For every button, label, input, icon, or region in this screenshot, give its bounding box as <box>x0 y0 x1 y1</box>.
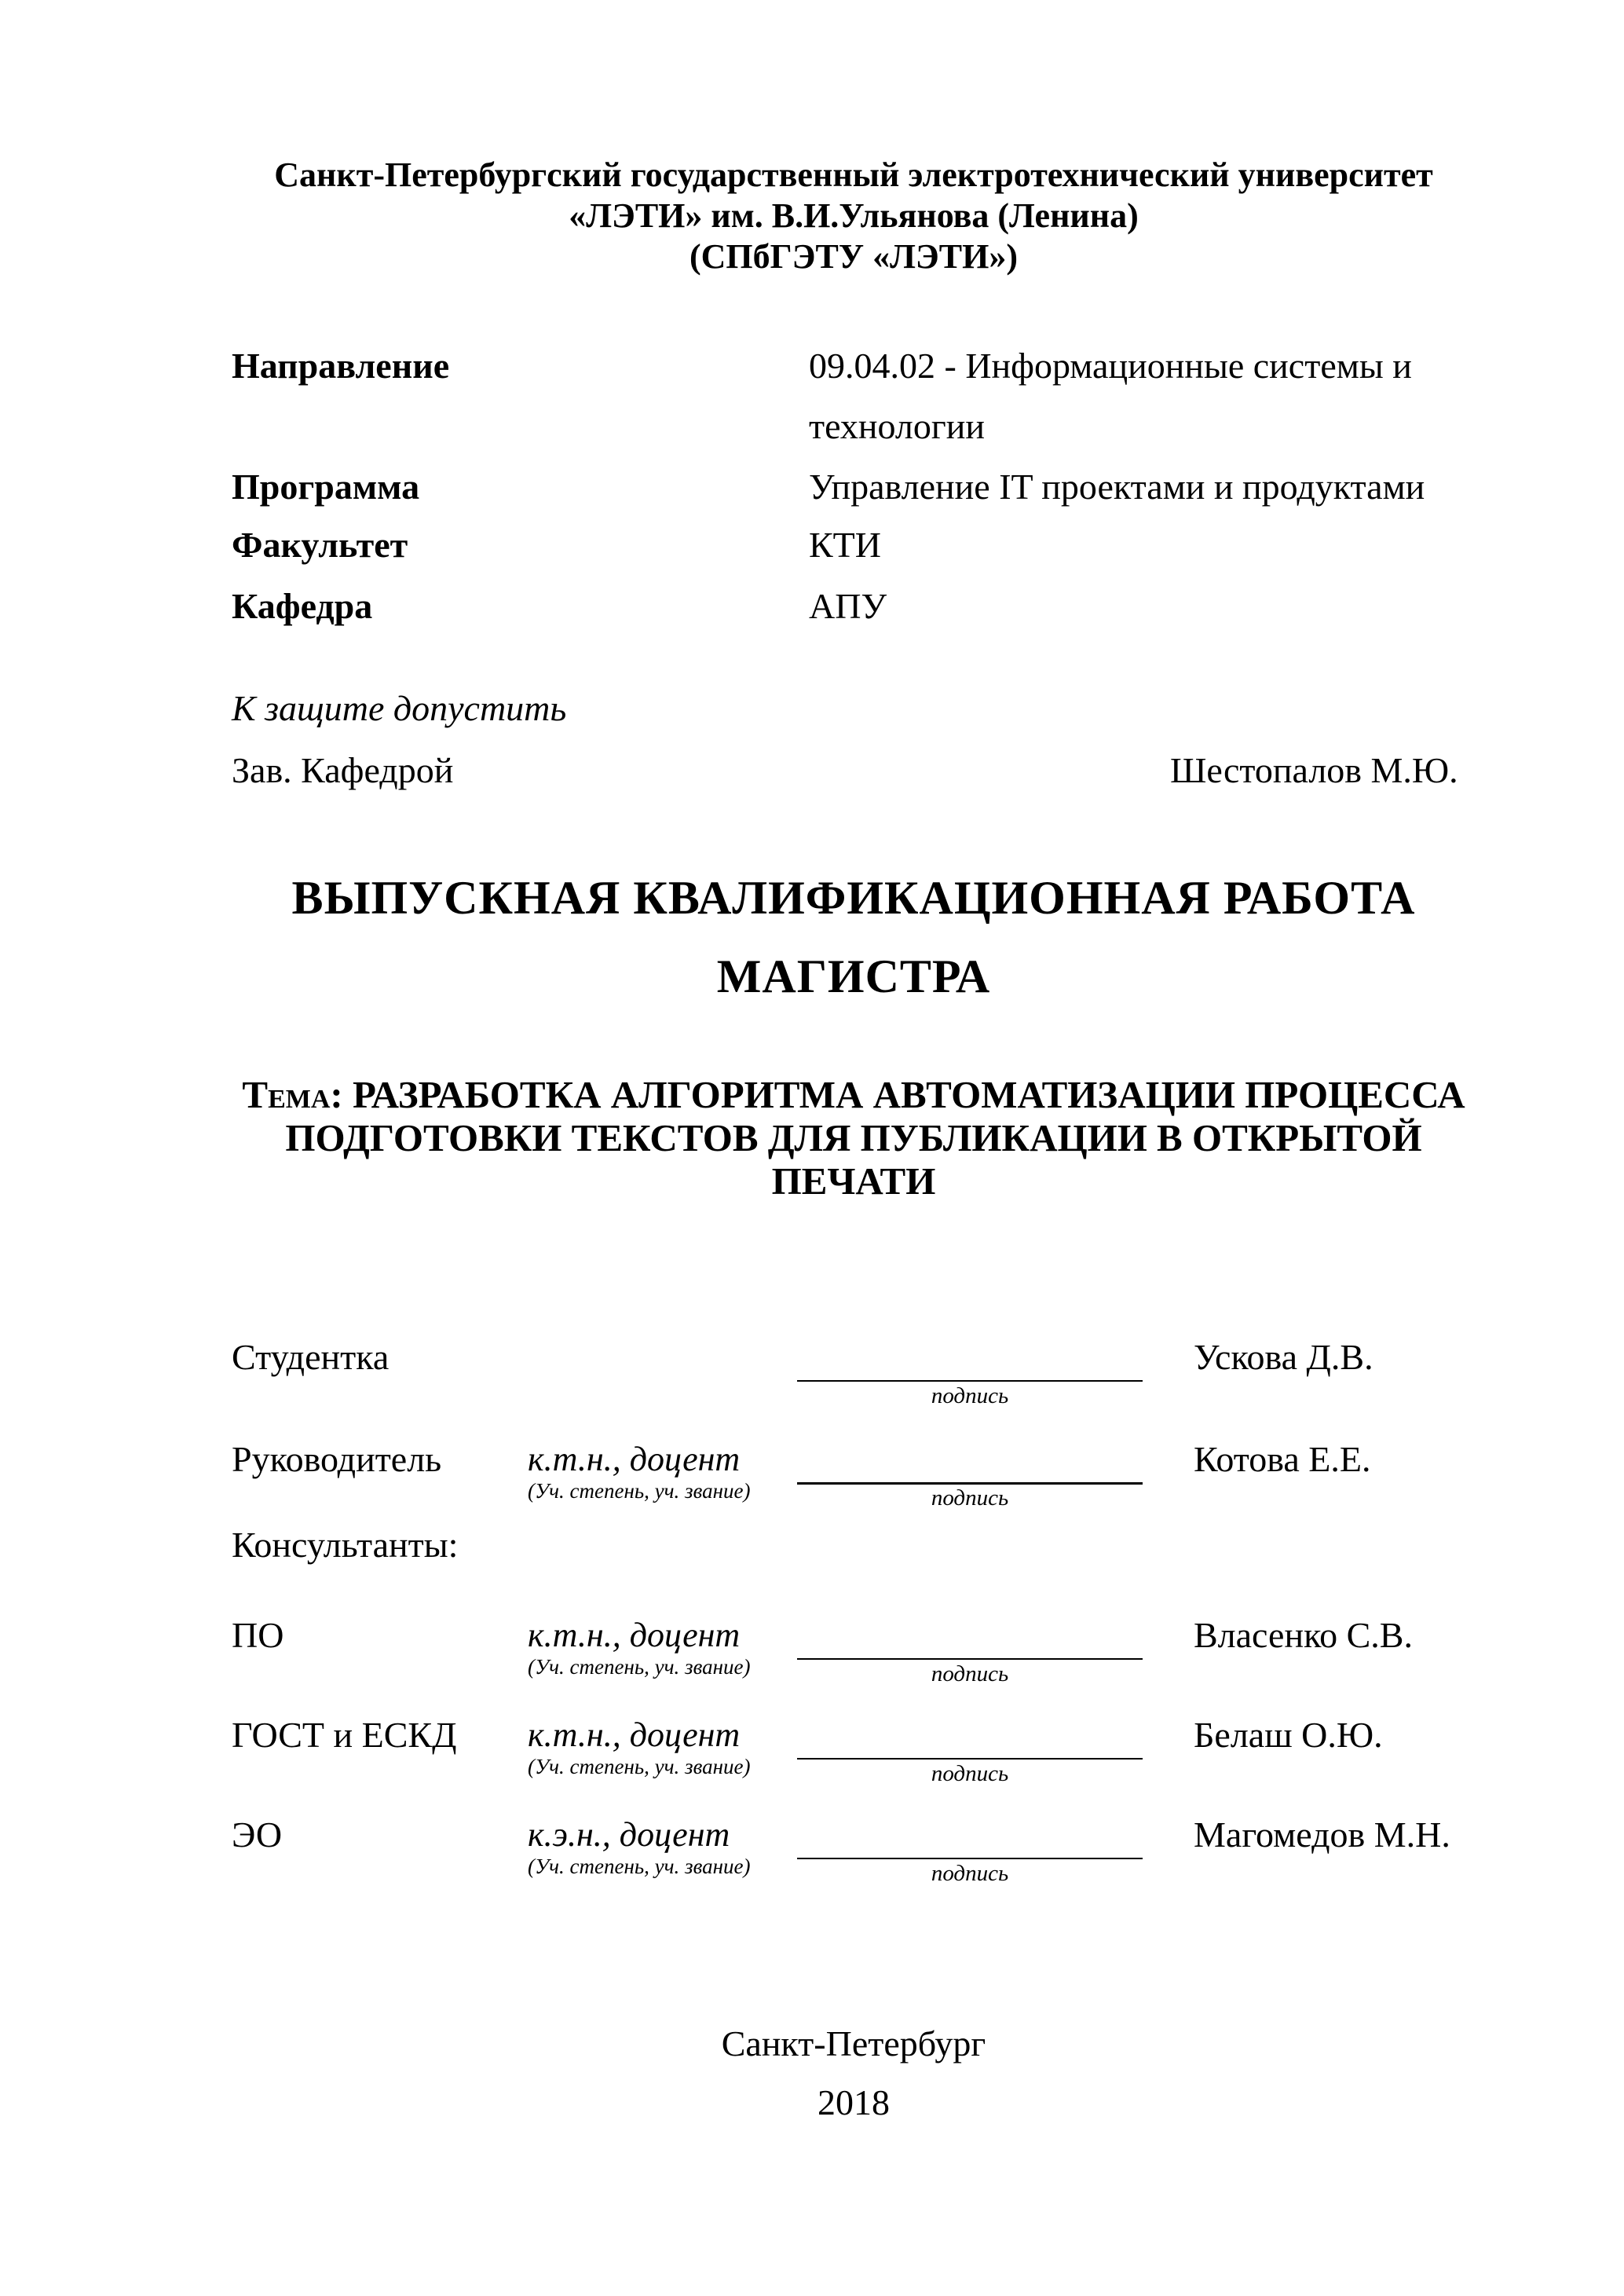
degree-caption: (Уч. степень, уч. звание) <box>528 1855 751 1878</box>
role-label: ГОСТ и ЕСКД <box>232 1715 457 1755</box>
signee-name: Магомедов М.Н. <box>1194 1814 1450 1855</box>
footer-year: 2018 <box>817 2082 890 2122</box>
topic-title <box>231 1073 1476 1203</box>
signature-caption: подпись <box>931 1485 1009 1511</box>
topic-label: Тема: <box>242 1073 343 1116</box>
admission-note: К защите допустить <box>232 688 567 728</box>
work-title-line: МАГИСТРА <box>716 950 991 1002</box>
role-label: ЭО <box>232 1814 283 1855</box>
signature-caption: подпись <box>931 1661 1009 1686</box>
signee-name: Ускова Д.В. <box>1194 1337 1373 1377</box>
signature-caption: подпись <box>931 1861 1009 1886</box>
field-value: КТИ <box>809 525 881 565</box>
degree-caption: (Уч. степень, уч. звание) <box>528 1755 751 1778</box>
university-name-line: Санкт-Петербургский государственный электротехнический университет <box>274 156 1433 194</box>
signature-line <box>797 1616 1143 1660</box>
field-label: Программа <box>232 467 420 507</box>
work-title <box>231 859 1476 1016</box>
university-name-line: «ЛЭТИ» им. В.И.Ульянова (Ленина) <box>569 196 1139 235</box>
signature-line <box>797 1338 1143 1382</box>
signature-caption: подпись <box>931 1761 1009 1786</box>
footer-city: Санкт-Петербург <box>721 2023 986 2063</box>
topic-line: ПЕЧАТИ <box>771 1159 936 1203</box>
field-value: Управление IT проектами и продуктами <box>809 467 1425 507</box>
signature-caption: подпись <box>931 1383 1009 1408</box>
degree-label: к.т.н., доцент <box>528 1716 741 1754</box>
degree-caption: (Уч. степень, уч. звание) <box>528 1655 751 1679</box>
signee-name: Белаш О.Ю. <box>1194 1715 1383 1755</box>
degree-label: к.т.н., доцент <box>528 1616 741 1654</box>
degree-label: к.э.н., доцент <box>528 1815 730 1854</box>
topic-line: ПОДГОТОВКИ ТЕКСТОВ ДЛЯ ПУБЛИКАЦИИ В ОТКРЫТОЙ <box>285 1116 1422 1159</box>
field-value: АПУ <box>809 586 887 626</box>
field-value: 09.04.02 - Информационные системы и технологии <box>809 346 1412 446</box>
role-label: Руководитель <box>232 1439 442 1479</box>
university-abbreviation: (СПбГЭТУ «ЛЭТИ») <box>689 237 1018 276</box>
department-head-role: Зав. Кафедрой <box>232 750 454 790</box>
topic-text: РАЗРАБОТКА АЛГОРИТМА АВТОМАТИЗАЦИИ ПРОЦЕССА <box>352 1073 1465 1116</box>
topic-line <box>231 1073 1476 1116</box>
signature-line <box>797 1716 1143 1760</box>
consultants-label: Консультанты: <box>232 1525 459 1565</box>
department-head-name: Шестопалов М.Ю. <box>1170 750 1458 790</box>
field-label: Направление <box>232 346 450 386</box>
role-label: Студентка <box>232 1337 390 1377</box>
university-header <box>231 155 1476 277</box>
field-label: Факультет <box>232 525 408 565</box>
field-label: Кафедра <box>232 586 373 626</box>
signee-name: Котова Е.Е. <box>1194 1439 1371 1479</box>
signee-name: Власенко С.В. <box>1194 1615 1413 1655</box>
signature-line <box>797 1815 1143 1859</box>
role-label: ПО <box>232 1615 284 1655</box>
signature-line <box>797 1440 1143 1485</box>
degree-label: к.т.н., доцент <box>528 1440 741 1478</box>
degree-caption: (Уч. степень, уч. звание) <box>528 1479 751 1503</box>
work-title-line: ВЫПУСКНАЯ КВАЛИФИКАЦИОННАЯ РАБОТА <box>291 872 1416 924</box>
